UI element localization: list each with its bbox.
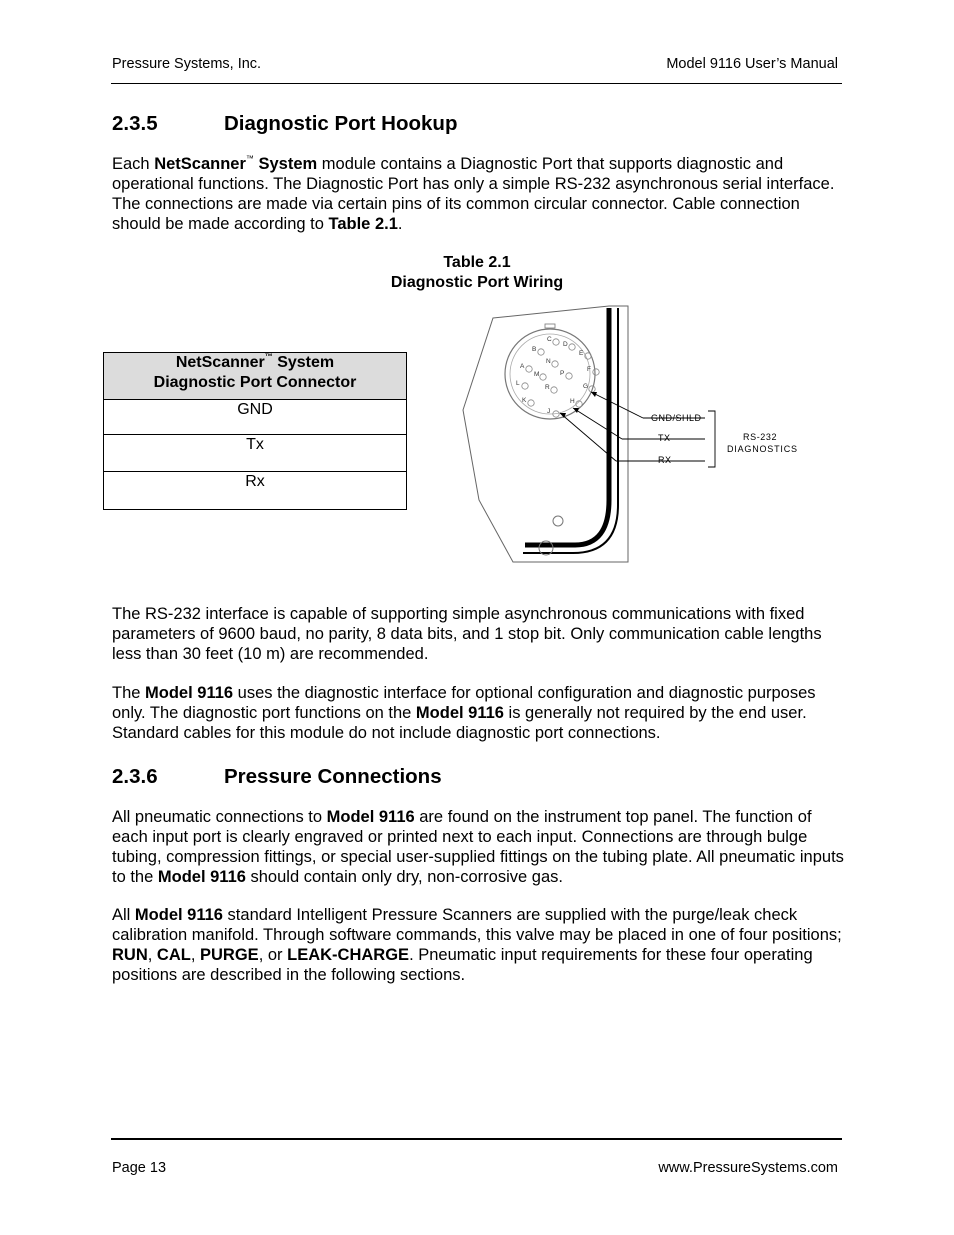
connector-pin <box>538 349 544 355</box>
bold-run: Model 9116 <box>145 684 234 702</box>
text-run: are found on the instrument top panel. The function of each input port is clearly engraved or printed next to each input. Connections are through bulge tubing, compression fittings, or special user-supplied fittings on the tubing plate. All pneumatic inputs to the <box>112 808 844 886</box>
connector-pin <box>553 339 559 345</box>
connector-pin <box>522 383 528 389</box>
pin-label: E <box>579 350 584 357</box>
pin-label: J <box>547 408 551 415</box>
table-cell-tx: Tx <box>104 435 407 472</box>
pin-label: M <box>534 371 540 378</box>
text-run: . Pneumatic input requirements for these four operating positions are described in the following sections. <box>112 946 813 984</box>
wire-label-gnd: GND/SHLD <box>651 413 702 423</box>
pin-label: F <box>587 366 591 373</box>
position-leak-charge: LEAK-CHARGE <box>287 946 410 964</box>
paragraph-manifold-positions <box>112 905 847 985</box>
position-cal: CAL <box>156 946 191 964</box>
paragraph-pneumatic-connections <box>112 807 847 887</box>
pin-label: D <box>563 341 568 348</box>
table-caption-number: Table 2.1 <box>443 254 511 271</box>
section-heading-diagnostic-port <box>112 112 457 136</box>
pin-label: G <box>583 383 589 390</box>
connector-pin <box>566 373 572 379</box>
header-text: NetScanner <box>175 354 265 371</box>
cable-band-inner <box>523 308 618 553</box>
connector-pin <box>593 369 599 375</box>
table-row <box>104 435 407 472</box>
text-run: uses the diagnostic interface for optional configuration and diagnostic purposes only. The diagnostic port functions on the <box>112 684 816 722</box>
text-run: is generally not required by the end user. Standard cables for this module do not include diagnostic port connections. <box>112 704 807 742</box>
section-title: Pressure Connections <box>224 765 442 788</box>
connector-pin <box>526 366 532 372</box>
table-cell-gnd: GND <box>104 400 407 435</box>
bold-run: NetScanner <box>154 155 246 173</box>
pin-label: N <box>546 358 551 365</box>
pin-label: C <box>547 336 552 343</box>
running-header-company: Pressure Systems, Inc. <box>112 56 262 72</box>
pin-label: B <box>532 346 537 353</box>
paragraph-model-diagnostic-use <box>112 683 847 743</box>
table-reference: Table 2.1 <box>328 215 398 233</box>
connector-pin <box>569 344 575 350</box>
paragraph-diagnostic-intro <box>112 154 847 234</box>
text-run: All <box>112 906 135 924</box>
text-run: All pneumatic connections to <box>112 808 327 826</box>
pin-label: A <box>520 363 525 370</box>
connector-pin <box>552 361 558 367</box>
pin-label: R <box>545 384 550 391</box>
bold-run: Model 9116 <box>326 808 415 826</box>
bold-run: Model 9116 <box>157 868 246 886</box>
wire-tx <box>573 408 622 439</box>
header-text: System <box>272 354 335 371</box>
header-rule <box>111 83 842 84</box>
text-run: The <box>112 684 146 702</box>
website-url: www.PressureSystems.com <box>658 1160 838 1176</box>
connector-wiring-diagram <box>455 300 815 570</box>
bracket <box>708 411 715 467</box>
header-text: Diagnostic Port Connector <box>153 374 357 391</box>
footer-rule <box>111 1138 842 1140</box>
bold-run: Model 9116 <box>134 906 223 924</box>
table-header-row <box>104 353 407 400</box>
connector-pin <box>540 374 546 380</box>
section-number: 2.3.6 <box>112 765 158 788</box>
pin-label: K <box>522 397 527 404</box>
wire-label-tx: TX <box>658 433 671 443</box>
bracket-label-rs232: RS-232 <box>743 432 778 442</box>
table-cell-rx: Rx <box>104 472 407 510</box>
text-run: . <box>397 215 403 233</box>
trademark-mark: ™ <box>245 154 254 163</box>
position-purge: PURGE <box>200 946 259 964</box>
connector-pin <box>528 400 534 406</box>
page-number: Page 13 <box>112 1160 167 1176</box>
paragraph-rs232-parameters: The RS-232 interface is capable of supporting simple asynchronous communications with fixed parameters of 9600 baud, no parity, 8 data bits, and 1 stop bit. Only communication cable lengths less than 30 feet (10 m) are recommended. <box>112 605 822 663</box>
text-run: Each <box>112 155 155 173</box>
text-run: , <box>190 946 201 964</box>
pin-label: P <box>560 370 565 377</box>
wire-label-rx: RX <box>658 455 672 465</box>
diagnostic-port-table <box>103 352 407 510</box>
bracket-label-diagnostics: DIAGNOSTICS <box>727 444 798 454</box>
trademark-mark: ™ <box>264 352 273 361</box>
table-header-cell <box>104 353 407 400</box>
connector-pin <box>551 387 557 393</box>
section-title: Diagnostic Port Hookup <box>224 112 458 135</box>
connector-key-icon <box>545 324 555 328</box>
text-run: module contains a Diagnostic Port that supports diagnostic and operational functions. The Diagnostic Port has only a simple RS-232 asynchronous serial interface. The connections are made via certain pins of its common circular connector. Cable connection should be made according to <box>112 155 835 233</box>
pin-label: L <box>516 380 520 387</box>
section-number: 2.3.5 <box>112 112 158 135</box>
running-header-manual: Model 9116 User’s Manual <box>666 56 838 72</box>
table-row <box>104 472 407 510</box>
table-row <box>104 400 407 435</box>
section-heading-pressure-connections <box>112 765 442 789</box>
text-run: standard Intelligent Pressure Scanners are supplied with the purge/leak check calibration manifold. Through software commands, this valve may be placed in one of four positions; <box>112 906 842 944</box>
bold-run: System <box>253 155 318 173</box>
bold-run: Model 9116 <box>415 704 504 722</box>
mount-hole-icon <box>553 516 563 526</box>
text-run: , or <box>258 946 288 964</box>
position-run: RUN <box>112 946 148 964</box>
text-run: , <box>147 946 157 964</box>
text-run: should contain only dry, non-corrosive gas. <box>245 868 563 886</box>
table-caption-title: Diagnostic Port Wiring <box>390 274 564 291</box>
pin-label: H <box>570 398 575 405</box>
